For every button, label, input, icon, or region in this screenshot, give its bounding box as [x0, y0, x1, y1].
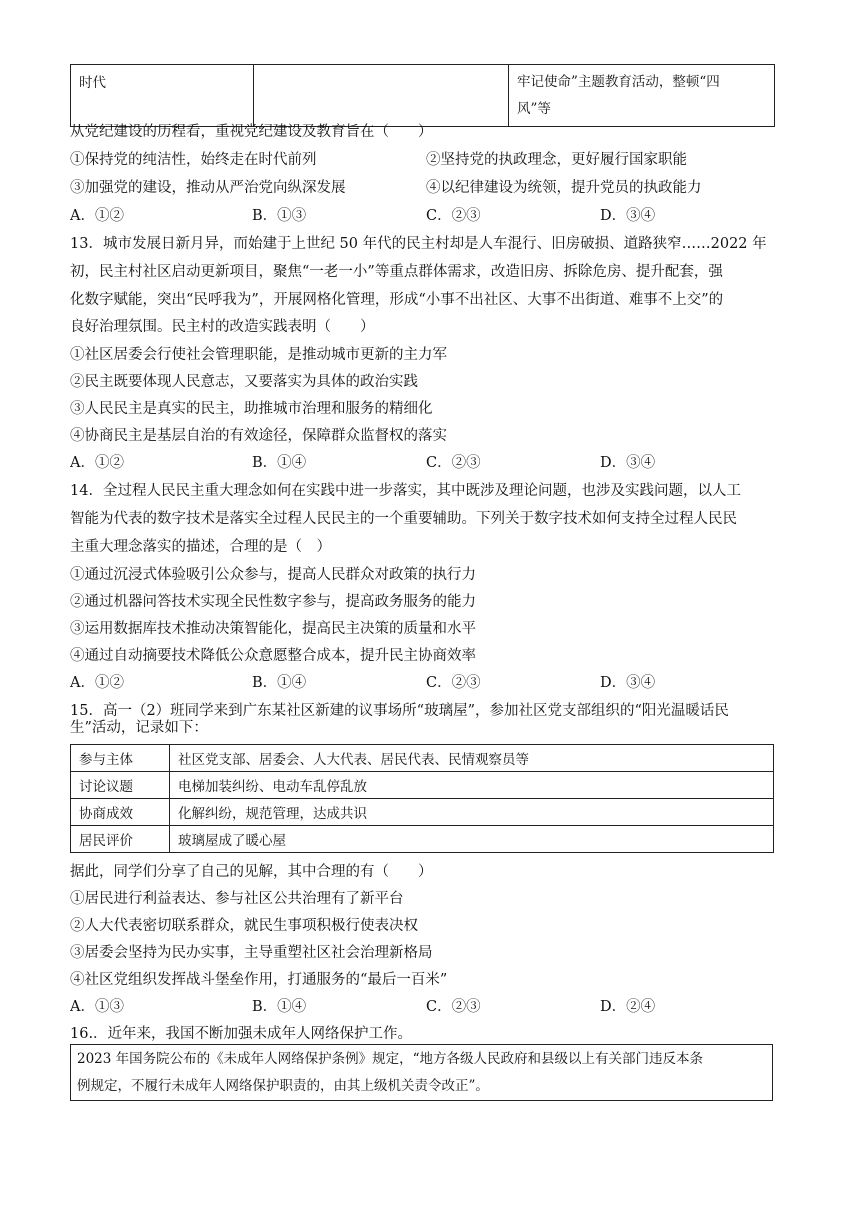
q13-stem-line-2: 初，民主村社区启动更新项目，聚焦“一老一小”等重点群体需求，改造旧房、拆除危房、提升配套，强	[70, 264, 723, 280]
q14-item-1: ①通过沉浸式体验吸引公众参与，提高人民群众对政策的执行力	[70, 567, 476, 583]
q13-item-2: ②民主既要体现人民意志，又要落实为具体的政治实践	[70, 374, 418, 390]
q16-material-line-2: 例规定，不履行未成年人网络保护职责的，由其上级机关责令改正”。	[77, 1078, 489, 1094]
q12-item-1: ①保持党的纯洁性，始终走在时代前列	[70, 152, 317, 168]
top-table-activity-line1: 牢记使命”主题教育活动，整顿“四	[517, 73, 720, 90]
q13-option-c: C．②③	[426, 455, 481, 471]
q15-after-text: 据此，同学们分享了自己的见解，其中合理的有（ ）	[70, 864, 433, 880]
q15-item-2: ②人大代表密切联系群众，就民生事项积极行使表决权	[70, 918, 418, 934]
q12-option-b: B．①③	[252, 208, 307, 224]
q15-record-table	[70, 744, 774, 853]
q13-option-a: A．①②	[70, 455, 124, 471]
q15-table-label: 参与主体	[71, 745, 170, 772]
q15-table-label: 居民评价	[71, 826, 170, 853]
q15-table-label: 讨论议题	[71, 772, 170, 799]
q13-item-4: ④协商民主是基层自治的有效途径，保障群众监督权的落实	[70, 428, 447, 444]
top-table-cell-activity	[509, 65, 775, 127]
q12-option-a: A．①②	[70, 208, 124, 224]
q14-item-4: ④通过自动摘要技术降低公众意愿整合成本，提升民主协商效率	[70, 648, 476, 664]
q14-item-2: ②通过机器问答技术实现全民性数字参与，提高政务服务的能力	[70, 594, 476, 610]
q13-stem-line-4: 良好治理氛围。民主村的改造实践表明（ ）	[70, 319, 375, 335]
top-table-cell-era: 时代	[71, 65, 254, 127]
table-row	[71, 799, 774, 826]
table-row	[71, 745, 774, 772]
q13-stem-line-1: 13．城市发展日新月异，而始建于上世纪 50 年代的民主村却是人车混行、旧房破损、道路狭窄……2022 年	[70, 236, 767, 252]
q15-table-value: 化解纠纷，规范管理，达成共识	[170, 799, 774, 826]
q15-table-value: 社区党支部、居委会、人大代表、居民代表、民情观察员等	[170, 745, 774, 772]
top-table	[70, 64, 775, 127]
q13-item-3: ③人民民主是真实的民主，助推城市治理和服务的精细化	[70, 401, 433, 417]
q15-item-3: ③居委会坚持为民办实事，主导重塑社区社会治理新格局	[70, 945, 433, 961]
q15-table-value: 电梯加装纠纷、电动车乱停乱放	[170, 772, 774, 799]
q15-stem-line-1: 15．高一（2）班同学来到广东某社区新建的议事场所“玻璃屋”，参加社区党支部组织的“阳光温暖话民	[70, 703, 729, 719]
q15-table-label: 协商成效	[71, 799, 170, 826]
q14-option-c: C．②③	[426, 675, 481, 691]
q16-material-box	[70, 1044, 773, 1101]
q15-option-a: A．①③	[70, 999, 124, 1015]
q13-stem-line-3: 化数字赋能，突出“民呼我为”，开展网格化管理，形成“小事不出社区、大事不出街道、难事不上交”的	[70, 292, 724, 308]
q14-item-3: ③运用数据库技术推动决策智能化，提高民主决策的质量和水平	[70, 621, 476, 637]
q12-item-4: ④以纪律建设为统领，提升党员的执政能力	[426, 180, 702, 196]
q15-item-4: ④社区党组织发挥战斗堡垒作用，打通服务的“最后一百米”	[70, 972, 448, 988]
q14-option-a: A．①②	[70, 675, 124, 691]
q15-item-1: ①居民进行利益表达、参与社区公共治理有了新平台	[70, 891, 404, 907]
q14-option-d: D．③④	[600, 675, 656, 691]
q15-option-b: B．①④	[252, 999, 307, 1015]
q13-item-1: ①社区居委会行使社会管理职能，是推动城市更新的主力军	[70, 347, 447, 363]
q12-item-2: ②坚持党的执政理念，更好履行国家职能	[426, 152, 687, 168]
q12-option-c: C．②③	[426, 208, 481, 224]
q14-option-b: B．①④	[252, 675, 307, 691]
table-row	[71, 826, 774, 853]
top-table-cell-empty	[254, 65, 509, 127]
q13-option-b: B．①④	[252, 455, 307, 471]
q15-stem-line-2: 生”活动，记录如下：	[70, 720, 208, 736]
q14-stem-line-3: 主重大理念落实的描述，合理的是（ ）	[70, 539, 331, 555]
q15-option-c: C．②③	[426, 999, 481, 1015]
q15-table-value: 玻璃屋成了暖心屋	[170, 826, 774, 853]
q14-stem-line-1: 14．全过程人民民主重大理念如何在实践中进一步落实，其中既涉及理论问题，也涉及实践问题，以人工	[70, 483, 741, 499]
q12-option-d: D．③④	[600, 208, 656, 224]
q16-stem: 16.．近年来，我国不断加强未成年人网络保护工作。	[70, 1026, 413, 1042]
top-table-activity-line2: 风”等	[517, 100, 551, 117]
q16-material-line-1: 2023 年国务院公布的《未成年人网络保护条例》规定，“地方各级人民政府和县级以上有关部门违反本条	[77, 1051, 704, 1067]
table-row	[71, 772, 774, 799]
q15-option-d: D．②④	[600, 999, 656, 1015]
q14-stem-line-2: 智能为代表的数字技术是落实全过程人民民主的一个重要辅助。下列关于数字技术如何支持全过程人民民	[70, 511, 737, 527]
q12-stem: 从党纪建设的历程看，重视党纪建设及教育旨在（ ）	[70, 124, 433, 140]
q12-item-3: ③加强党的建设，推动从严治党向纵深发展	[70, 180, 346, 196]
q13-option-d: D．③④	[600, 455, 656, 471]
